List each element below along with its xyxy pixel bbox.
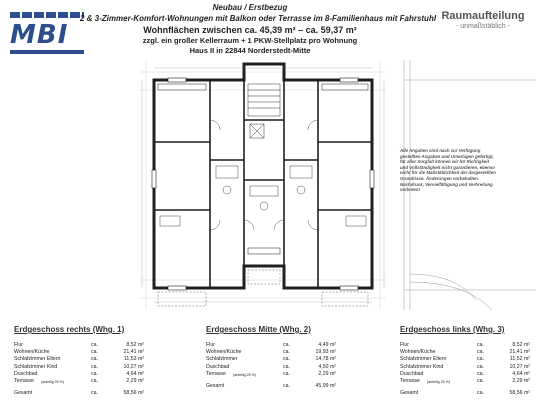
room-area-value: 4,50 m² (318, 363, 336, 370)
area-table-middle (206, 324, 336, 390)
approx-label: ca. (91, 363, 98, 370)
room-name: Wohnen/Küche (400, 349, 436, 356)
area-row (400, 371, 530, 378)
area-row (14, 349, 144, 356)
area-row (206, 349, 336, 356)
company-logo (10, 12, 84, 52)
logo-underline (10, 50, 84, 54)
room-note: (anteilig 25 %) (427, 379, 450, 384)
room-name: Schlafzimmer Eltern (400, 356, 447, 363)
room-name: Flur (14, 342, 23, 348)
header-line-1: Neubau / Erstbezug (212, 3, 288, 12)
area-total-row (400, 390, 530, 397)
logo-text: MBI (10, 20, 69, 50)
approx-label: ca. (283, 356, 290, 363)
area-table-title: Erdgeschoss rechts (Whg. 1) (14, 325, 125, 334)
room-note: (anteilig 25 %) (233, 372, 256, 377)
room-area-value: 10,27 m² (123, 363, 144, 370)
room-name: Duschbad (206, 363, 230, 370)
logo-stripes (10, 12, 84, 18)
room-name: Terrasse (400, 377, 420, 384)
room-layout-subtitle: - unmaßstäblich - (455, 23, 511, 30)
area-table-left (400, 324, 530, 397)
area-row (206, 356, 336, 363)
room-area-value: 14,78 m² (315, 356, 336, 363)
area-row (400, 342, 530, 349)
room-area-value: 2,29 m² (318, 370, 336, 377)
room-area-value: 11,53 m² (123, 356, 144, 363)
room-name: Schlafzimmer Eltern (14, 356, 61, 363)
room-name: Flur (206, 342, 215, 348)
approx-label: ca. (477, 377, 484, 384)
approx-label: ca. (91, 377, 98, 384)
room-name: Wohnen/Küche (206, 349, 242, 356)
approx-label: ca. (283, 363, 290, 370)
area-total-row (14, 390, 144, 397)
area-table-right (14, 324, 144, 397)
room-name: Schlafzimmer Kind (400, 363, 444, 370)
header-line-3: Wohnflächen zwischen ca. 45,39 m² – ca. 59,37 m² (143, 25, 357, 35)
room-area-value: 19,93 m² (315, 349, 336, 356)
approx-label: ca. (477, 356, 484, 363)
room-name: Wohnen/Küche (14, 349, 50, 356)
area-row (14, 342, 144, 349)
approx-label: ca. (283, 349, 290, 356)
area-row (400, 378, 530, 385)
approx-label: ca. (91, 370, 98, 377)
room-name: Gesamt (14, 390, 33, 397)
area-table-title: Erdgeschoss Mitte (Whg. 2) (206, 325, 311, 334)
room-area-value: 45,99 m² (315, 382, 336, 389)
approx-label: ca. (477, 363, 484, 370)
header-line-2: 2 & 3-Zimmer-Komfort-Wohnungen mit Balkon oder Terrasse im 8-Familienhaus mit Fahrstuhl (80, 14, 437, 23)
area-row (206, 364, 336, 371)
area-row (206, 371, 336, 378)
area-table-title: Erdgeschoss links (Whg. 3) (400, 325, 505, 334)
area-total-row (206, 383, 336, 390)
floor-plan-drawing (140, 60, 386, 310)
approx-label: ca. (283, 382, 290, 389)
listing-header (80, 2, 437, 56)
approx-label: ca. (91, 342, 98, 348)
area-row (400, 356, 530, 363)
room-name: Flur (400, 342, 409, 348)
area-row (400, 364, 530, 371)
room-note: (anteilig 25 %) (41, 379, 64, 384)
room-area-value: 2,29 m² (512, 377, 530, 384)
room-area-value: 8,52 m² (126, 342, 144, 348)
room-name: Terrasse (14, 377, 34, 384)
area-row (14, 378, 144, 385)
room-area-value: 4,64 m² (512, 370, 530, 377)
room-name: Gesamt (400, 390, 419, 397)
approx-label: ca. (91, 349, 98, 356)
room-area-value: 58,56 m² (123, 390, 144, 397)
area-row (14, 371, 144, 378)
room-layout-title: Raumaufteilung (441, 10, 525, 22)
disclaimer-note: Alle Angaben sind nach zur Verfügung gestellten Angaben und Unterlagen gefertigt, für aller Sorgfalt können wir für Richtigkeit und Vollständigkeit nicht garantieren, ebenso nicht für die Maßstäblichkeit der dargestellten Grundrisse. Änderungen vorbehalten. Nachdruck, Vervielfältigung und Verbreitung verboten! (400, 148, 496, 193)
room-area-value: 21,41 m² (509, 349, 530, 356)
area-row (400, 349, 530, 356)
approx-label: ca. (477, 349, 484, 356)
header-line-5: Haus II in 22844 Norderstedt-Mitte (189, 46, 311, 55)
room-name: Duschbad (400, 370, 424, 377)
room-name: Gesamt (206, 382, 225, 389)
area-row (206, 342, 336, 349)
room-area-value: 21,41 m² (123, 349, 144, 356)
area-row (14, 364, 144, 371)
room-name: Duschbad (14, 370, 38, 377)
approx-label: ca. (477, 342, 484, 348)
room-area-value: 58,56 m² (509, 390, 530, 397)
room-area-value: 4,64 m² (126, 370, 144, 377)
header-line-4: zzgl. ein großer Kellerraum + 1 PKW-Stellplatz pro Wohnung (142, 36, 358, 45)
approx-label: ca. (283, 370, 290, 377)
room-area-value: 8,52 m² (512, 342, 530, 348)
room-area-value: 11,52 m² (509, 356, 530, 363)
approx-label: ca. (477, 390, 484, 397)
room-area-value: 2,29 m² (126, 377, 144, 384)
room-area-value: 10,27 m² (509, 363, 530, 370)
area-row (14, 356, 144, 363)
approx-label: ca. (477, 370, 484, 377)
room-name: Schlafzimmer Kind (14, 363, 58, 370)
approx-label: ca. (283, 342, 290, 348)
room-name: Schlafzimmer (206, 356, 238, 363)
room-area-value: 4,49 m² (318, 342, 336, 348)
approx-label: ca. (91, 356, 98, 363)
room-layout-heading (430, 10, 536, 30)
room-name: Terrasse (206, 370, 226, 377)
approx-label: ca. (91, 390, 98, 397)
